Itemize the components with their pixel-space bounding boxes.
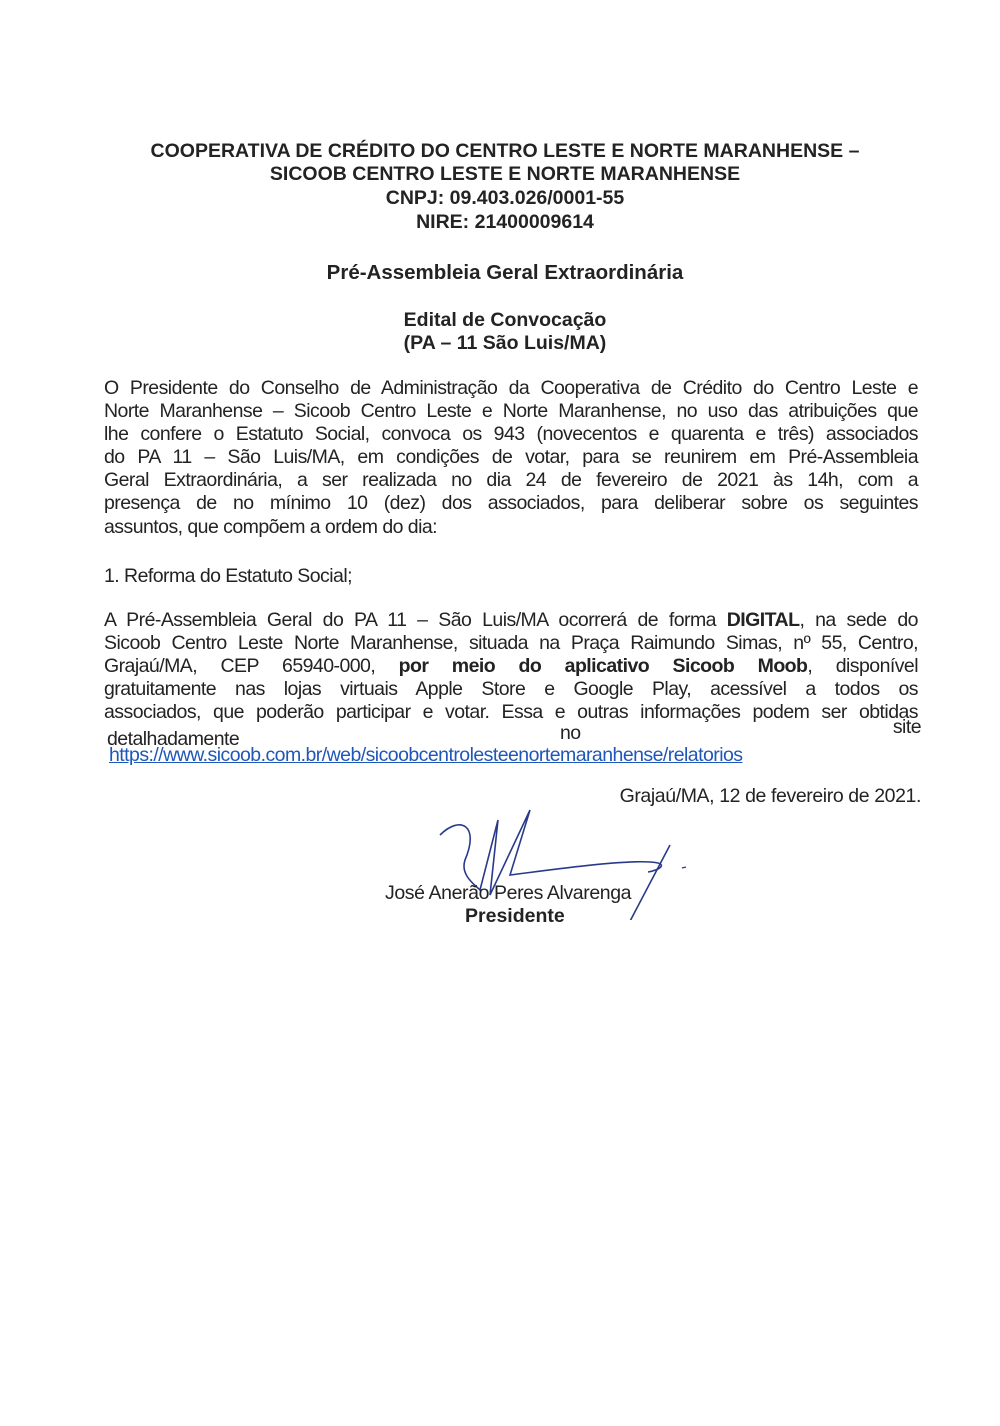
paragraph-line: do PA 11 – São Luis/MA, em condições de votar, para se reunirem em Pré-Assembleia (104, 446, 918, 468)
text: A Pré-Assembleia Geral do PA 11 – São Luis/MA ocorrerá de forma (104, 609, 727, 631)
document-title: Pré-Assembleia Geral Extraordinária (326, 261, 684, 284)
signer-role: Presidente (465, 905, 565, 927)
text: no (560, 722, 581, 744)
paragraph-line: Sicoob Centro Leste Norte Maranhense, situada na Praça Raimundo Simas, nº 55, Centro, (104, 632, 918, 654)
relatorios-link[interactable]: https://www.sicoob.com.br/web/sicoobcentrolesteenortemaranhense/relatorios (109, 744, 743, 766)
text-bold: DIGITAL (726, 609, 800, 631)
text: site (892, 716, 921, 738)
nire: NIRE: 21400009614 (416, 211, 594, 233)
text-bold: por meio do aplicativo Sicoob Moob (398, 655, 808, 677)
text: detalhadamente (107, 728, 240, 750)
paragraph-line: gratuitamente nas lojas virtuais Apple Store e Google Play, acessível a todos os (104, 678, 918, 700)
text: , disponível (807, 655, 919, 677)
signer-name: José Anerão Peres Alvarenga (385, 882, 632, 904)
text: , na sede do (799, 609, 918, 631)
text: Grajaú/MA, CEP 65940-000, (104, 655, 399, 677)
paragraph-line (104, 655, 918, 678)
paragraph-line: O Presidente do Conselho de Administração da Cooperativa de Crédito do Centro Leste e (104, 377, 918, 399)
agenda-item: 1. Reforma do Estatuto Social; (104, 565, 352, 587)
place-date: Grajaú/MA, 12 de fevereiro de 2021. (619, 785, 921, 807)
paragraph-line: Geral Extraordinária, a ser realizada no dia 24 de fevereiro de 2021 às 14h, com a (104, 469, 918, 491)
org-name-line2: SICOOB CENTRO LESTE E NORTE MARANHENSE (269, 163, 741, 185)
cnpj: CNPJ: 09.403.026/0001-55 (385, 187, 625, 209)
paragraph-line: Norte Maranhense – Sicoob Centro Leste e Norte Maranhense, no uso das atribuições que (104, 400, 918, 422)
org-name-line1: COOPERATIVA DE CRÉDITO DO CENTRO LESTE E NORTE MARANHENSE – (150, 140, 860, 162)
document-subtitle-pa: (PA – 11 São Luis/MA) (403, 332, 607, 354)
paragraph-line: assuntos, que compõem a ordem do dia: (104, 516, 438, 538)
paragraph-line: presença de no mínimo 10 (dez) dos associados, para deliberar sobre os seguintes (104, 492, 918, 514)
paragraph-line: lhe confere o Estatuto Social, convoca os 943 (novecentos e quarenta e três) associados (104, 423, 918, 445)
document-subtitle: Edital de Convocação (403, 309, 607, 331)
paragraph-line (104, 609, 918, 632)
paragraph-line: associados, que poderão participar e votar. Essa e outras informações podem ser obtidas (104, 701, 918, 723)
